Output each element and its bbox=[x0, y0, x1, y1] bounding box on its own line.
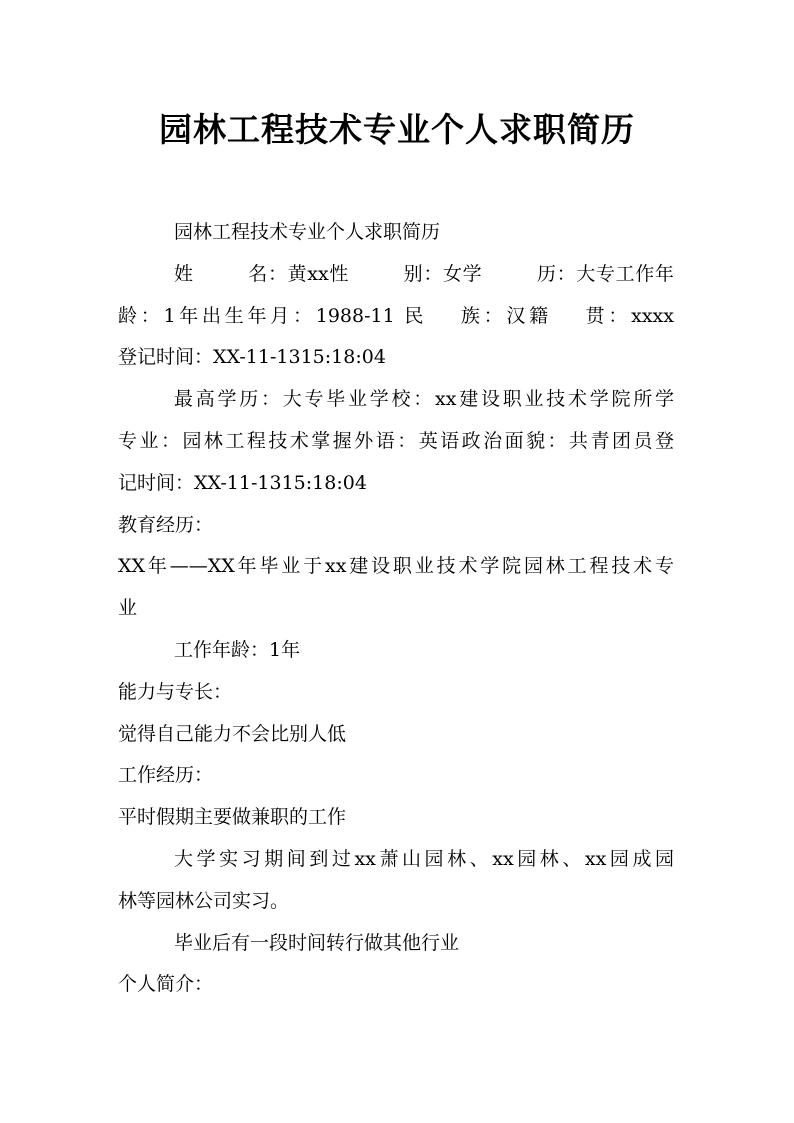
ability-text: 觉得自己能力不会比别人低 bbox=[118, 722, 347, 745]
ethnicity-value: 汉 bbox=[506, 304, 530, 327]
work-line-1: 平时假期主要做兼职的工作 bbox=[118, 806, 347, 829]
ethnicity-label-char-1: 民 bbox=[400, 304, 428, 327]
work-line-3: 林等园林公司实习。 bbox=[118, 889, 290, 912]
work-heading: 工作经历： bbox=[118, 764, 214, 787]
birth-value: 1988-11 bbox=[315, 304, 395, 327]
highest-edu-label: 最高学历： bbox=[174, 388, 283, 411]
work-age-line: 工作年龄：1年 bbox=[174, 638, 301, 661]
register-time-line bbox=[118, 337, 674, 379]
edu-label-char-1: 学 bbox=[462, 262, 483, 285]
gender-label-char-2: 别： bbox=[403, 262, 443, 285]
major-value: 园林工程技术 bbox=[182, 429, 312, 452]
politics-label: 政治面貌： bbox=[461, 429, 570, 452]
ethnicity-label-char-2: 族： bbox=[457, 304, 507, 327]
education-info-line-3 bbox=[118, 463, 674, 505]
origin-label-char-2: 贯： bbox=[581, 304, 632, 327]
school-value: xx建设职业技术学院 bbox=[435, 388, 634, 411]
language-value: 英语 bbox=[418, 429, 462, 452]
gender-value: 女 bbox=[443, 262, 463, 285]
name-label-char-1: 姓 bbox=[174, 262, 194, 285]
register-time-label: 登记时间： bbox=[118, 346, 214, 369]
highest-edu-value: 大专 bbox=[282, 388, 327, 411]
language-label: 掌握外语： bbox=[311, 429, 419, 452]
register-time-value-2: XX-11-1315:18:04 bbox=[194, 471, 367, 494]
resume-body bbox=[118, 212, 674, 1006]
edu-label-char-2: 历： bbox=[536, 262, 577, 285]
ability-heading: 能力与专长： bbox=[118, 680, 233, 703]
education-heading: 教育经历： bbox=[118, 513, 214, 536]
work-age-label-part-a: 工作年 bbox=[615, 262, 674, 285]
resume-heading: 园林工程技术专业个人求职简历 bbox=[174, 221, 441, 243]
basic-info-line-2 bbox=[118, 296, 674, 338]
basic-info-line-1 bbox=[118, 254, 674, 296]
work-line-2: 大学实习期间到过xx萧山园林、xx园林、xx园成园 bbox=[174, 847, 674, 870]
origin-label-char-1: 籍 bbox=[529, 304, 552, 327]
gender-label-char-1: 性 bbox=[328, 262, 350, 285]
edu-value: 大专 bbox=[576, 262, 616, 285]
register-time-value: XX-11-1315:18:04 bbox=[213, 346, 386, 369]
politics-value: 共青团员 bbox=[569, 429, 655, 452]
school-label: 毕业学校： bbox=[326, 388, 436, 411]
education-info-line-1 bbox=[118, 379, 674, 421]
work-age-value: 1年 bbox=[163, 304, 203, 327]
origin-value: xxxx bbox=[631, 304, 674, 327]
major-label-part-b: 专业： bbox=[118, 429, 183, 452]
major-label-part-a: 所学 bbox=[633, 388, 674, 411]
education-info-line-2 bbox=[118, 421, 674, 463]
name-value: 黄xx bbox=[287, 262, 329, 285]
work-line-4: 毕业后有一段时间转行做其他行业 bbox=[174, 931, 460, 954]
work-age-label-part-b: 龄： bbox=[118, 304, 164, 327]
education-line-2: 业 bbox=[118, 597, 138, 620]
birth-label: 出生年月： bbox=[202, 304, 316, 327]
education-line-1: XX年——XX年毕业于xx建设职业技术学院园林工程技术专 bbox=[118, 555, 674, 578]
intro-heading: 个人简介： bbox=[118, 973, 214, 996]
register-label-part-a: 登 bbox=[654, 429, 674, 452]
document-title: 园林工程技术专业个人求职简历 bbox=[159, 110, 635, 149]
name-label-char-2: 名： bbox=[247, 262, 288, 285]
register-label-part-b: 记时间： bbox=[118, 471, 195, 494]
